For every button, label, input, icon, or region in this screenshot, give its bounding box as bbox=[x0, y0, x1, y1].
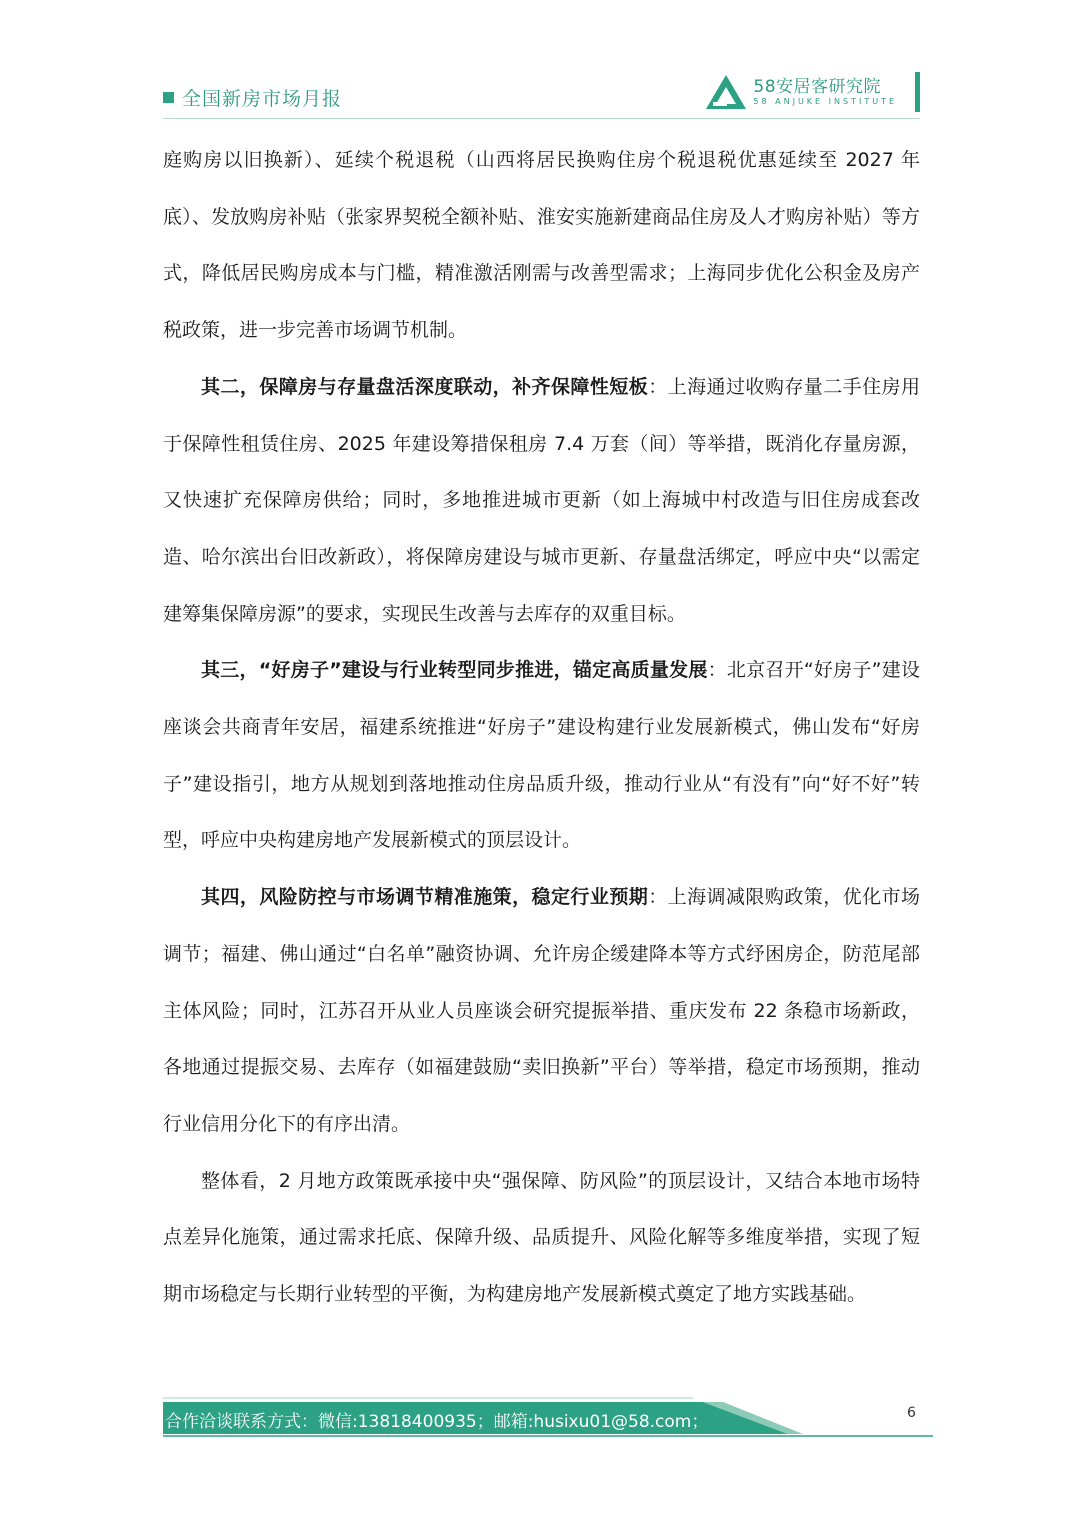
anjuke-triangle-logo-icon bbox=[705, 74, 747, 110]
paragraph-point-three bbox=[163, 642, 920, 869]
header-square-icon bbox=[163, 92, 174, 103]
paragraph-text: 整体看，2 月地方政策既承接中央“强保障、防风险”的顶层设计，又结合本地市场特点差异化施策，通过需求托底、保障升级、品质提升、风险化解等多维度举措，实现了短期市场稳定与长期行业转型的平衡，为构建房地产发展新模式奠定了地方实践基础。 bbox=[163, 1169, 920, 1306]
report-title: 全国新房市场月报 bbox=[182, 88, 343, 110]
report-body bbox=[163, 132, 920, 1323]
logo-name: 58安居客研究院 bbox=[753, 77, 882, 97]
paragraph-lead: 其二，保障房与存量盘活深度联动，补齐保障性短板 bbox=[201, 375, 649, 398]
paragraph-text: ：上海通过收购存量二手住房用于保障性租赁住房、2025 年建设筹措保租房 7.4 万套（间）等举措，既消化存量房源，又快速扩充保障房供给；同时，多地推进城市更新（如上海城中村改造与旧住房成套改造、哈尔滨出台旧改新政），将保障房建设与城市更新、存量盘活绑定，呼应中央“以需定建筹集保障房源”的要求，实现民生改善与去库存的双重目标。 bbox=[163, 375, 920, 625]
paragraph-summary bbox=[163, 1153, 920, 1323]
institute-logo bbox=[705, 72, 920, 112]
header-accent-bar bbox=[915, 72, 920, 112]
logo-subtitle: 58 ANJUKE INSTITUTE bbox=[753, 97, 897, 106]
paragraph-point-two bbox=[163, 359, 920, 643]
page-footer bbox=[163, 1395, 933, 1440]
contact-info: 合作洽谈联系方式：微信:13818400935；邮箱:husixu01@58.com； bbox=[165, 1412, 709, 1432]
header-title-group bbox=[163, 84, 342, 111]
paragraph-text: ：北京召开“好房子”建设座谈会共商青年安居，福建系统推进“好房子”建设构建行业发展新模式，佛山发布“好房子”建设指引，地方从规划到落地推动住房品质升级，推动行业从“有没有”向“好不好”转型，呼应中央构建房地产发展新模式的顶层设计。 bbox=[163, 659, 920, 852]
paragraph-text: 庭购房以旧换新）、延续个税退税（山西将居民换购住房个税退税优惠延续至 2027 年底）、发放购房补贴（张家界契税全额补贴、淮安实施新建商品住房及人才购房补贴）等方式，降低居民购房成本与门槛，精准激活刚需与改善型需求；上海同步优化公积金及房产税政策，进一步完善市场调节机制。 bbox=[163, 149, 920, 342]
page-header bbox=[163, 72, 920, 118]
page-number: 6 bbox=[907, 1405, 916, 1421]
paragraph-lead: 其四，风险防控与市场调节精准施策，稳定行业预期 bbox=[201, 886, 649, 909]
paragraph-text: ：上海调减限购政策，优化市场调节；福建、佛山通过“白名单”融资协调、允许房企缓建降本等方式纾困房企，防范尾部主体风险；同时，江苏召开从业人员座谈会研究提振举措、重庆发布 22 条稳市场新政，各地通过提振交易、去库存（如福建鼓励“卖旧换新”平台）等举措，稳定市场预期，推动行业信用分化下的有序出清。 bbox=[163, 886, 920, 1135]
paragraph-continuation bbox=[163, 132, 920, 359]
header-divider bbox=[163, 118, 920, 119]
paragraph-lead: 其三，“好房子”建设与行业转型同步推进，锚定高质量发展 bbox=[201, 659, 708, 682]
paragraph-point-four bbox=[163, 869, 920, 1153]
logo-text bbox=[753, 77, 897, 107]
